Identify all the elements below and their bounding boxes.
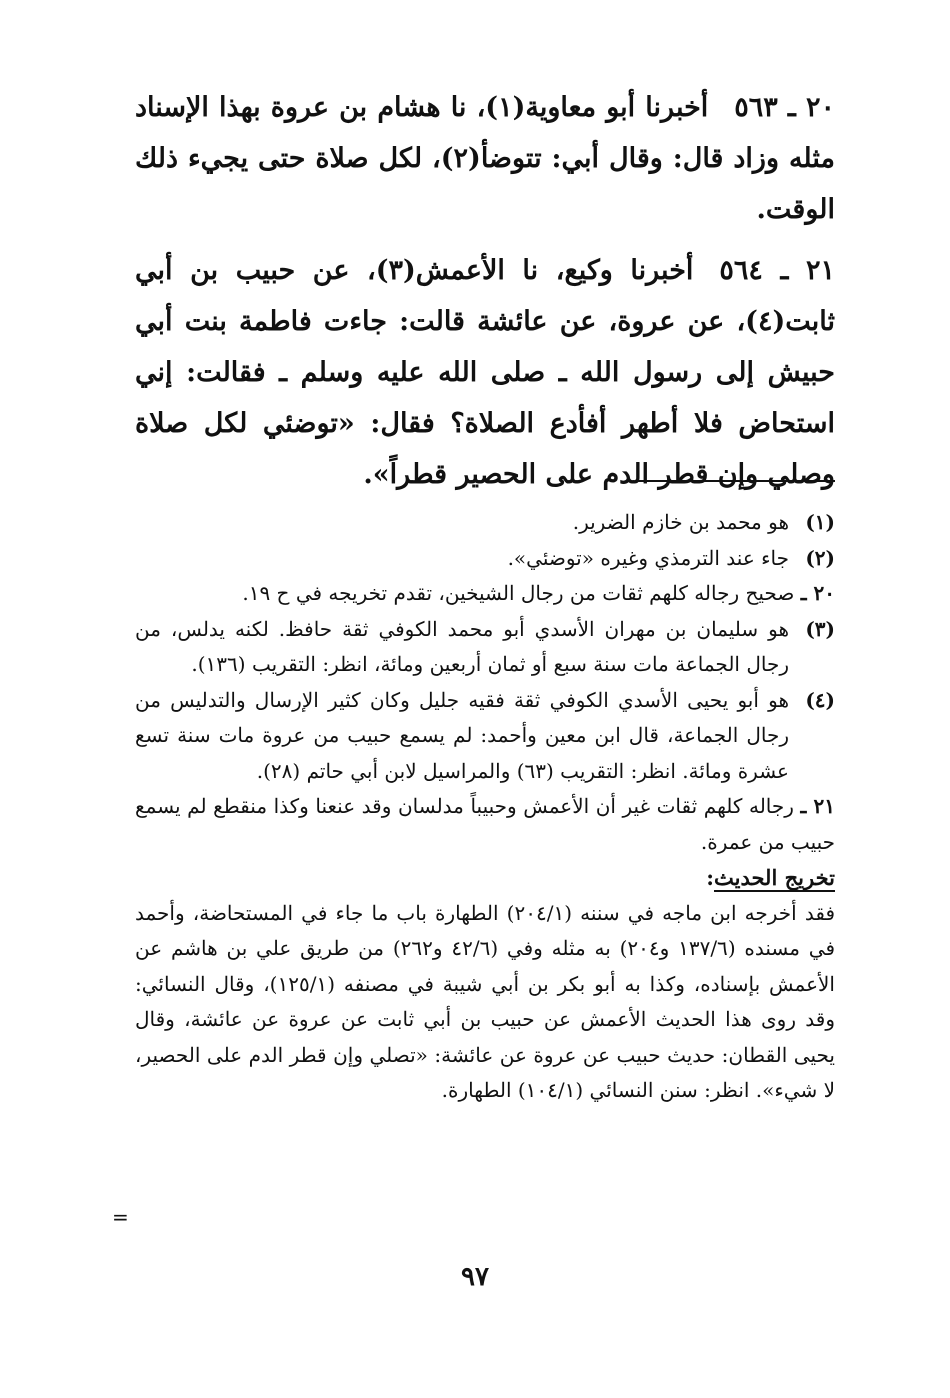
grading-marker: ٢٠ ـ	[800, 581, 835, 605]
grading-20	[135, 576, 835, 612]
footnote-text: هو محمد بن خازم الضرير.	[572, 510, 789, 534]
footnote-marker: (١)	[805, 510, 835, 534]
continuation-mark: =	[112, 1205, 129, 1229]
hadith-number: ٢١ ـ ٥٦٤	[719, 255, 835, 286]
grading-marker: ٢١ ـ	[800, 794, 836, 818]
hadith-number: ٢٠ ـ ٥٦٣	[734, 92, 835, 123]
grading-text: صحيح رجاله كلهم ثقات من رجال الشيخين، تقدم تخريجه في ح ١٩.	[242, 581, 795, 605]
footnotes-block	[135, 505, 835, 1109]
footnote-marker: (٣)	[805, 616, 835, 641]
takhrij-text: فقد أخرجه ابن ماجه في سننه (٢٠٤/١) الطهارة باب ما جاء في المستحاضة، وأحمد في مسنده (١٣٧/٦ و٢٠٤) به مثله وفي (٤٢/٦ و٢٦٢) من طريق علي بن هاشم عن الأعمش بإسناده، وكذا به أبو بكر بن أبي شيبة في مصنفه (١٢٥/١)، وقال النسائي: وقد روى هذا الحديث الأعمش عن حبيب بن أبي ثابت عن عروة عن عائشة، وقال يحيى القطان: حديث حبيب عن عروة عن عائشة: «تصلي وإن قطر الدم على الحصير، لا شيء». انظر: سنن النسائي (١٠٤/١) الطهارة.	[135, 900, 836, 1102]
page-number: ٩٧	[461, 1262, 489, 1292]
takhrij-colon: :	[706, 865, 715, 890]
grading-21	[135, 789, 835, 860]
footnote-text: هو سليمان بن مهران الأسدي أبو محمد الكوفي ثقة حافظ. لكنه يدلس، من رجال الجماعة مات سنة سبع أو ثمان أربعين ومائة، انظر: التقريب (١٣٦).	[135, 616, 789, 676]
takhrij-title: تخريج الحديث	[714, 865, 835, 890]
hadith-text-block	[135, 82, 835, 500]
footnote-1	[135, 505, 835, 541]
hadith-body: أخبرنا وكيع، نا الأعمش(٣)، عن حبيب بن أبي ثابت(٤)، عن عروة، عن عائشة قالت: جاءت فاطمة بنت أبي حبيش إلى رسول الله ـ صلى الله عليه وسلم ـ فقالت: إني استحاض فلا أطهر أفأدع الصلاة؟ فقال: «توضئي لكل صلاة وصلي وإن قطر الدم على الحصير قطراً».	[135, 255, 835, 490]
hadith-body: أخبرنا أبو معاوية(١)، نا هشام بن عروة بهذا الإسناد مثله وزاد قال: وقال أبي: تتوضأ(٢)، لكل صلاة حتى يجيء ذلك الوقت.	[135, 92, 835, 225]
footnote-3	[135, 612, 835, 683]
footnote-2	[135, 541, 835, 577]
footnote-marker: (٢)	[805, 545, 835, 570]
takhrij-heading	[135, 860, 835, 896]
footnote-text: هو أبو يحيى الأسدي الكوفي ثقة فقيه جليل وكان كثير الإرسال والتدليس من رجال الجماعة، قال ابن معين وأحمد: لم يسمع حبيب من عروة مات سنة تسع عشرة ومائة. انظر: التقريب (٦٣) والمراسيل لابن أبي حاتم (٢٨).	[135, 687, 789, 783]
footnote-marker: (٤)	[805, 687, 835, 712]
grading-text: رجاله كلهم ثقات غير أن الأعمش وحبيباً مدلسان وقد عنعنا وكذا منقطع لم يسمع حبيب من عمرة.	[135, 794, 835, 854]
hadith-564	[135, 245, 835, 500]
hadith-563	[135, 82, 835, 235]
footnote-separator	[635, 480, 835, 482]
footnote-4	[135, 683, 835, 790]
footnote-text: جاء عند الترمذي وغيره «توضئي».	[507, 545, 789, 570]
